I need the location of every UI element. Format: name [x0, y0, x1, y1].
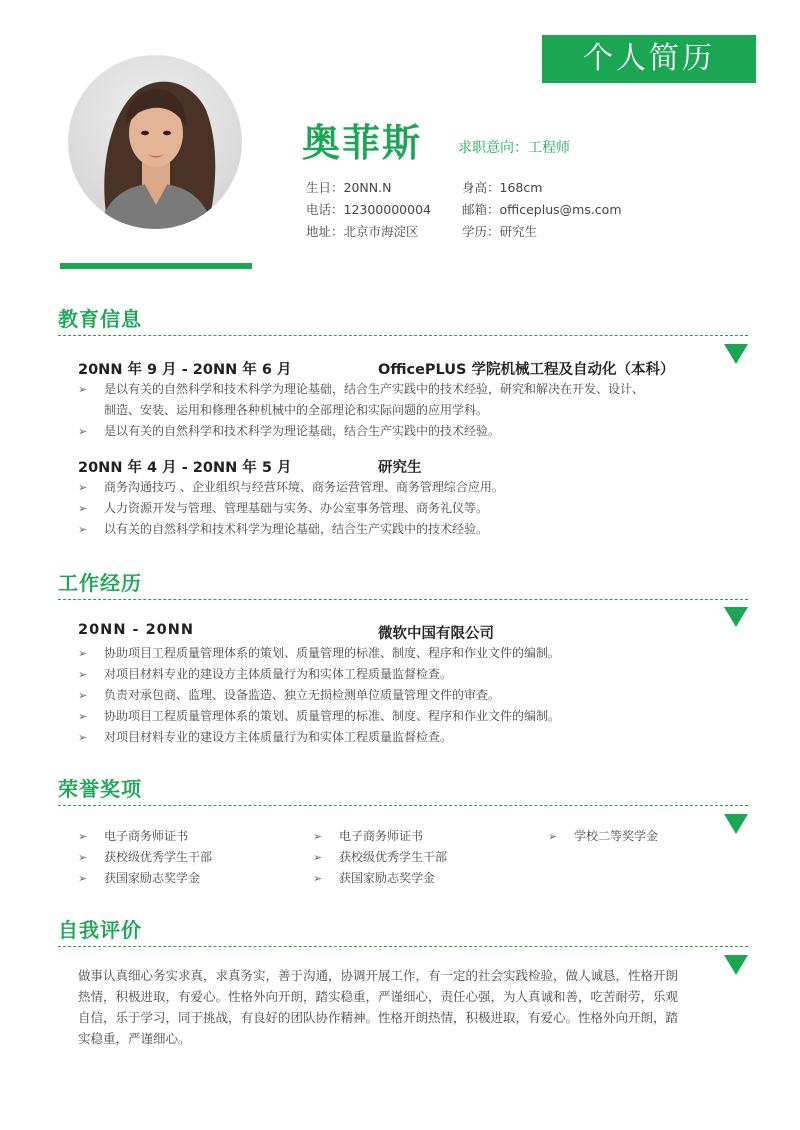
edu-org-2: 研究生 — [378, 460, 422, 476]
profile-photo — [68, 55, 242, 229]
job-intent: 求职意向：工程师 — [458, 140, 570, 156]
list-item: ➢ 对项目材料专业的建设方主体质量行为和实体工程质量监督检查。 — [78, 664, 738, 685]
edu-bullets-1 — [78, 379, 738, 442]
arrow-bullet-icon: ➢ — [313, 851, 323, 864]
honors-col-1 — [78, 826, 308, 889]
list-item: ➢ 协助项目工程质量管理体系的策划、质量管理的标准、制度、程序和作业文件的编制。 — [78, 643, 738, 664]
info-birth: 生日：20NN.N — [306, 180, 392, 195]
arrow-bullet-icon: ➢ — [78, 647, 88, 660]
info-height: 身高：168cm — [462, 180, 543, 195]
edu-org-1: OfficePLUS 学院机械工程及自动化（本科） — [378, 362, 675, 378]
arrow-bullet-icon: ➢ — [78, 830, 88, 843]
self-evaluation-text — [78, 965, 718, 1049]
arrow-bullet-icon: ➢ — [78, 668, 88, 681]
list-item: ➢ 对项目材料专业的建设方主体质量行为和实体工程质量监督检查。 — [78, 727, 738, 748]
arrow-bullet-icon: ➢ — [313, 830, 323, 843]
edu-date-1: 20NN 年 9 月 - 20NN 年 6 月 — [78, 362, 292, 378]
section-title-education: 教育信息 — [58, 307, 142, 331]
paragraph-line: 热情，积极进取，有爱心。性格外向开朗，踏实稳重，严谨细心，责任心强，为人真诚和善，吃苦耐劳，乐观 — [78, 989, 679, 1004]
candidate-name: 奥菲斯 — [302, 121, 423, 165]
section-title-work: 工作经历 — [58, 571, 142, 595]
list-item: ➢ 获国家励志奖学金 — [313, 868, 543, 889]
honors-col-3 — [548, 826, 728, 847]
edu-date-2: 20NN 年 4 月 - 20NN 年 5 月 — [78, 460, 292, 476]
arrow-bullet-icon: ➢ — [78, 731, 88, 744]
section-title-self: 自我评价 — [58, 918, 142, 942]
triangle-marker-icon — [724, 955, 748, 975]
section-divider — [58, 599, 748, 600]
list-item: 制造、安装、运用和修理各种机械中的全部理论和实际问题的应用学科。 — [104, 403, 489, 417]
list-item: ➢ 以有关的自然科学和技术科学为理论基础，结合生产实践中的技术经验。 — [78, 519, 738, 540]
arrow-bullet-icon: ➢ — [78, 502, 88, 515]
avatar-portrait-icon — [68, 55, 242, 229]
paragraph-line: 自信，乐于学习，同于挑战，有良好的团队协作精神。性格开朗热情，积极进取，有爱心。性格外向开朗，踏 — [78, 1010, 679, 1025]
edu-bullets-2 — [78, 477, 738, 540]
list-item: ➢ 人力资源开发与管理、管理基础与实务、办公室事务管理、商务礼仪等。 — [78, 498, 738, 519]
list-item: ➢ 电子商务师证书 — [313, 826, 543, 847]
list-item: ➢ 商务沟通技巧 、企业组织与经营环境、商务运营管理、商务管理综合应用。 — [78, 477, 738, 498]
list-item: ➢ 协助项目工程质量管理体系的策划、质量管理的标准、制度、程序和作业文件的编制。 — [78, 706, 738, 727]
list-item: ➢ 获国家励志奖学金 — [78, 868, 308, 889]
list-item: ➢ 是以有关的自然科学和技术科学为理论基础，结合生产实践中的技术经验。 — [78, 421, 738, 442]
work-date: 20NN - 20NN — [78, 622, 195, 638]
info-phone: 电话：12300000004 — [306, 202, 431, 217]
arrow-bullet-icon: ➢ — [78, 851, 88, 864]
resume-title: 个人简历 — [542, 35, 756, 83]
header-divider-bar — [60, 263, 252, 269]
triangle-marker-icon — [724, 607, 748, 627]
arrow-bullet-icon: ➢ — [548, 830, 558, 843]
section-title-honors: 荣誉奖项 — [58, 777, 142, 801]
triangle-marker-icon — [724, 344, 748, 364]
info-address: 地址：北京市海淀区 — [306, 224, 419, 239]
list-item: ➢ 是以有关的自然科学和技术科学为理论基础，结合生产实践中的技术经验，研究和解决在开发、设计、 — [78, 379, 738, 400]
work-org: 微软中国有限公司 — [378, 626, 494, 642]
paragraph-line: 做事认真细心务实求真，求真务实，善于沟通，协调开展工作，有一定的社会实践检验，做人诚恳，性格开朗 — [78, 968, 679, 983]
paragraph-line: 实稳重，严谨细心。 — [78, 1031, 191, 1046]
info-email: 邮箱：officeplus@ms.com — [462, 202, 622, 217]
arrow-bullet-icon: ➢ — [78, 872, 88, 885]
honors-col-2 — [313, 826, 543, 889]
arrow-bullet-icon: ➢ — [78, 523, 88, 536]
list-item: ➢ 负责对承包商、监理、设备监造、独立无损检测单位质量管理文件的审查。 — [78, 685, 738, 706]
work-bullets — [78, 643, 738, 748]
list-item: ➢ 学校二等奖学金 — [548, 826, 728, 847]
arrow-bullet-icon: ➢ — [78, 689, 88, 702]
arrow-bullet-icon: ➢ — [313, 872, 323, 885]
arrow-bullet-icon: ➢ — [78, 383, 88, 396]
section-divider — [58, 946, 748, 947]
list-item: ➢ 获校级优秀学生干部 — [313, 847, 543, 868]
arrow-bullet-icon: ➢ — [78, 481, 88, 494]
arrow-bullet-icon: ➢ — [78, 710, 88, 723]
section-divider — [58, 805, 748, 806]
section-divider — [58, 335, 748, 336]
list-item: ➢ 获校级优秀学生干部 — [78, 847, 308, 868]
arrow-bullet-icon: ➢ — [78, 425, 88, 438]
list-item: ➢ 电子商务师证书 — [78, 826, 308, 847]
info-degree: 学历：研究生 — [462, 224, 538, 239]
